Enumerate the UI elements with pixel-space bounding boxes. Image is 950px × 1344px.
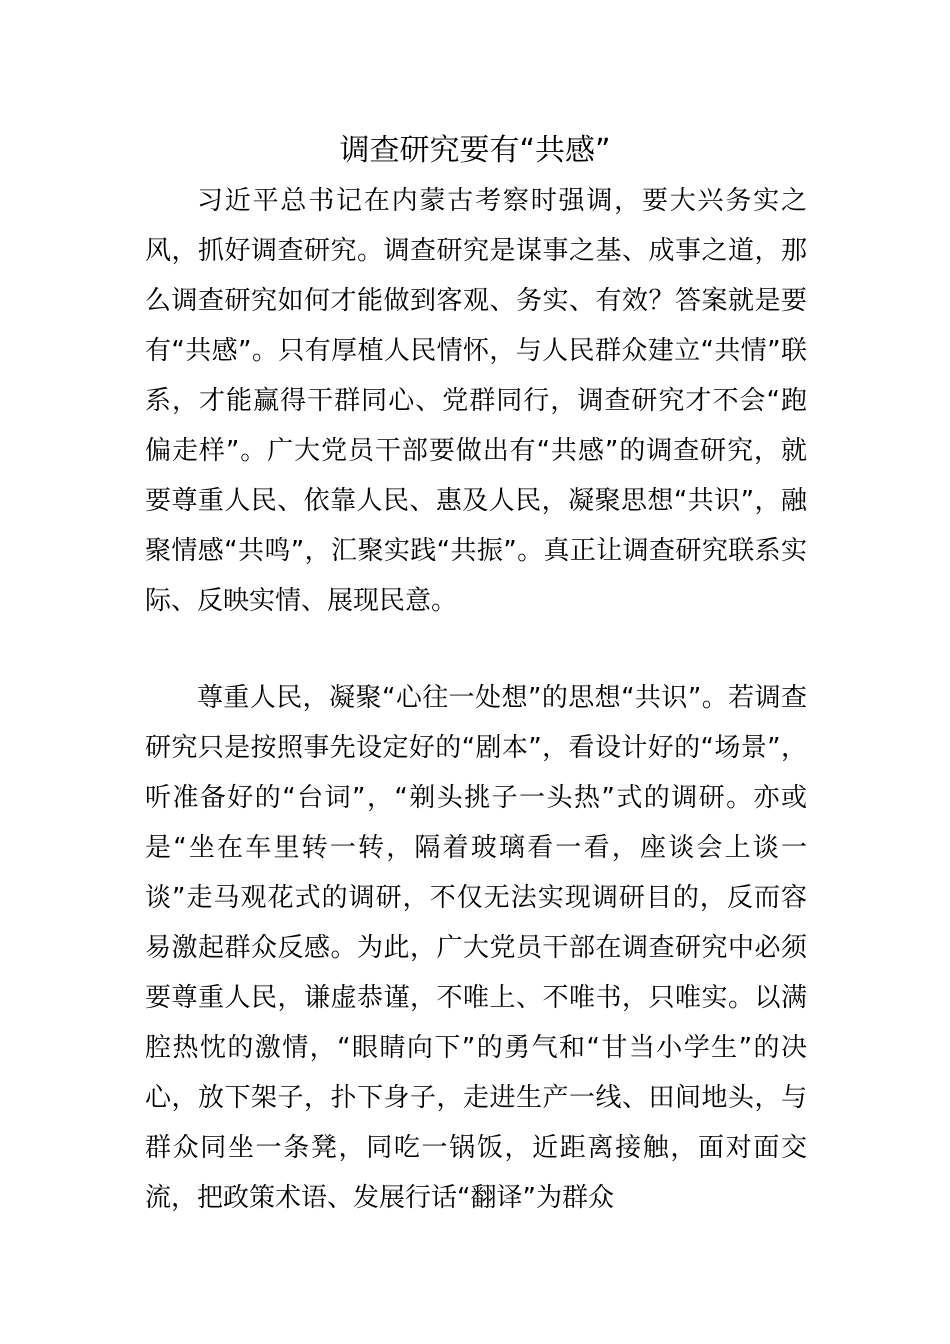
paragraph-2: 尊重人民，凝聚“心往一处想”的思想“共识”。若调查研究只是按照事先设定好的“剧本”，看设计好的“场景”，听准备好的“台词”，“剃头挑子一头热”式的调研。亦或是“坐在车里转一转，隔着玻璃看一看，座谈会上谈一谈”走马观花式的调研，不仅无法实现调研目的，反而容易激起群众反感。为此，广大党员干部在调查研究中必须要尊重人民，谦虚恭谨，不唯上、不唯书，只唯实。以满腔热忱的激情，“眼睛向下”的勇气和“甘当小学生”的决心，放下架子，扑下身子，走进生产一线、田间地头，与群众同坐一条凳，同吃一锅饭，近距离接触，面对面交流，把政策术语、发展行话“翻译”为群众 (145, 683, 807, 1213)
document-title: 调查研究要有“共感” (339, 133, 611, 168)
paragraph-1: 习近平总书记在内蒙古考察时强调，要大兴务实之风，抓好调查研究。调查研究是谋事之基、成事之道，那么调查研究如何才能做到客观、务实、有效？答案就是要有“共感”。只有厚植人民情怀，与人民群众建立“共情”联系，才能赢得干群同心、党群同行，调查研究才不会“跑偏走样”。广大党员干部要做出有“共感”的调查研究，就要尊重人民、依靠人民、惠及人民，凝聚思想“共识”，融聚情感“共鸣”，汇聚实践“共振”。真正让调查研究联系实际、反映实情、展现民意。 (145, 186, 807, 616)
